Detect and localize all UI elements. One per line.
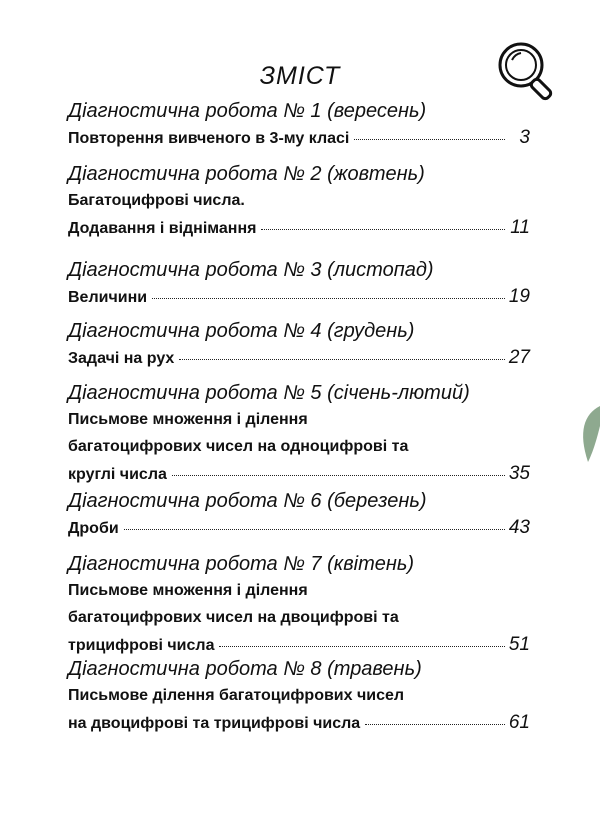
toc-entry-heading: Діагностична робота № 4 (грудень)	[68, 320, 415, 342]
page-number: 27	[508, 347, 530, 368]
toc-entry-text: Письмове множення і ділення	[68, 411, 308, 428]
toc-entry-text: багатоцифрових чисел на двоцифрові та	[68, 609, 399, 626]
leaf-decoration	[576, 404, 600, 464]
toc-entry-heading: Діагностична робота № 5 (січень-лютий)	[68, 382, 470, 404]
toc-entry-text: Письмове ділення багатоцифрових чисел	[68, 687, 405, 704]
page-title: ЗМІСТ	[259, 62, 341, 90]
toc-entry-text: Багатоцифрові числа.	[68, 192, 245, 209]
dot-leader	[354, 138, 505, 140]
page-number: 61	[508, 712, 530, 733]
toc-entry-heading: Діагностична робота № 1 (вересень)	[68, 100, 427, 122]
dot-leader	[261, 228, 505, 230]
dot-leader	[219, 645, 505, 647]
toc-entry-6[interactable]	[68, 488, 530, 542]
toc-entry-text: на двоцифрові та трицифрові числа	[68, 715, 361, 732]
toc-entry-text: Додавання і віднімання	[68, 220, 257, 237]
toc-entry-heading: Діагностична робота № 6 (березень)	[68, 490, 427, 512]
toc-entry-3[interactable]	[68, 257, 530, 311]
magnifier-icon	[496, 40, 556, 104]
page-number: 3	[519, 127, 530, 148]
dot-leader	[365, 723, 505, 725]
toc-entry-2[interactable]	[68, 161, 530, 242]
toc-entry-heading: Діагностична робота № 3 (листопад)	[68, 259, 434, 281]
toc-entry-text: Задачі на рух	[68, 350, 175, 367]
dot-leader	[152, 297, 505, 299]
toc-entry-heading: Діагностична робота № 7 (квітень)	[68, 553, 415, 575]
toc-entry-1[interactable]	[68, 98, 530, 152]
page-number: 19	[508, 286, 530, 307]
toc-entry-heading: Діагностична робота № 8 (травень)	[68, 658, 422, 680]
page-number: 35	[508, 463, 530, 484]
toc-entry-text: Повторення вивченого в 3-му класі	[68, 130, 350, 147]
toc-entry-text: круглі числа	[68, 466, 167, 483]
dot-leader	[124, 528, 505, 530]
toc-entry-text: Дроби	[68, 520, 119, 537]
toc-entry-5[interactable]	[68, 380, 530, 488]
toc-entry-text: Величини	[68, 289, 148, 306]
dot-leader	[172, 474, 505, 476]
toc-entry-7[interactable]	[68, 551, 530, 659]
toc-entry-8[interactable]	[68, 656, 530, 737]
dot-leader	[179, 358, 505, 360]
toc-entry-text: багатоцифрових чисел на одноцифрові та	[68, 438, 409, 455]
toc-entry-text: Письмове множення і ділення	[68, 582, 308, 599]
page-number: 43	[508, 517, 530, 538]
page-number: 11	[510, 217, 530, 238]
page-number: 51	[508, 634, 530, 655]
toc-entry-text: трицифрові числа	[68, 637, 215, 654]
toc-entry-4[interactable]	[68, 318, 530, 372]
toc-entry-heading: Діагностична робота № 2 (жовтень)	[68, 163, 425, 185]
